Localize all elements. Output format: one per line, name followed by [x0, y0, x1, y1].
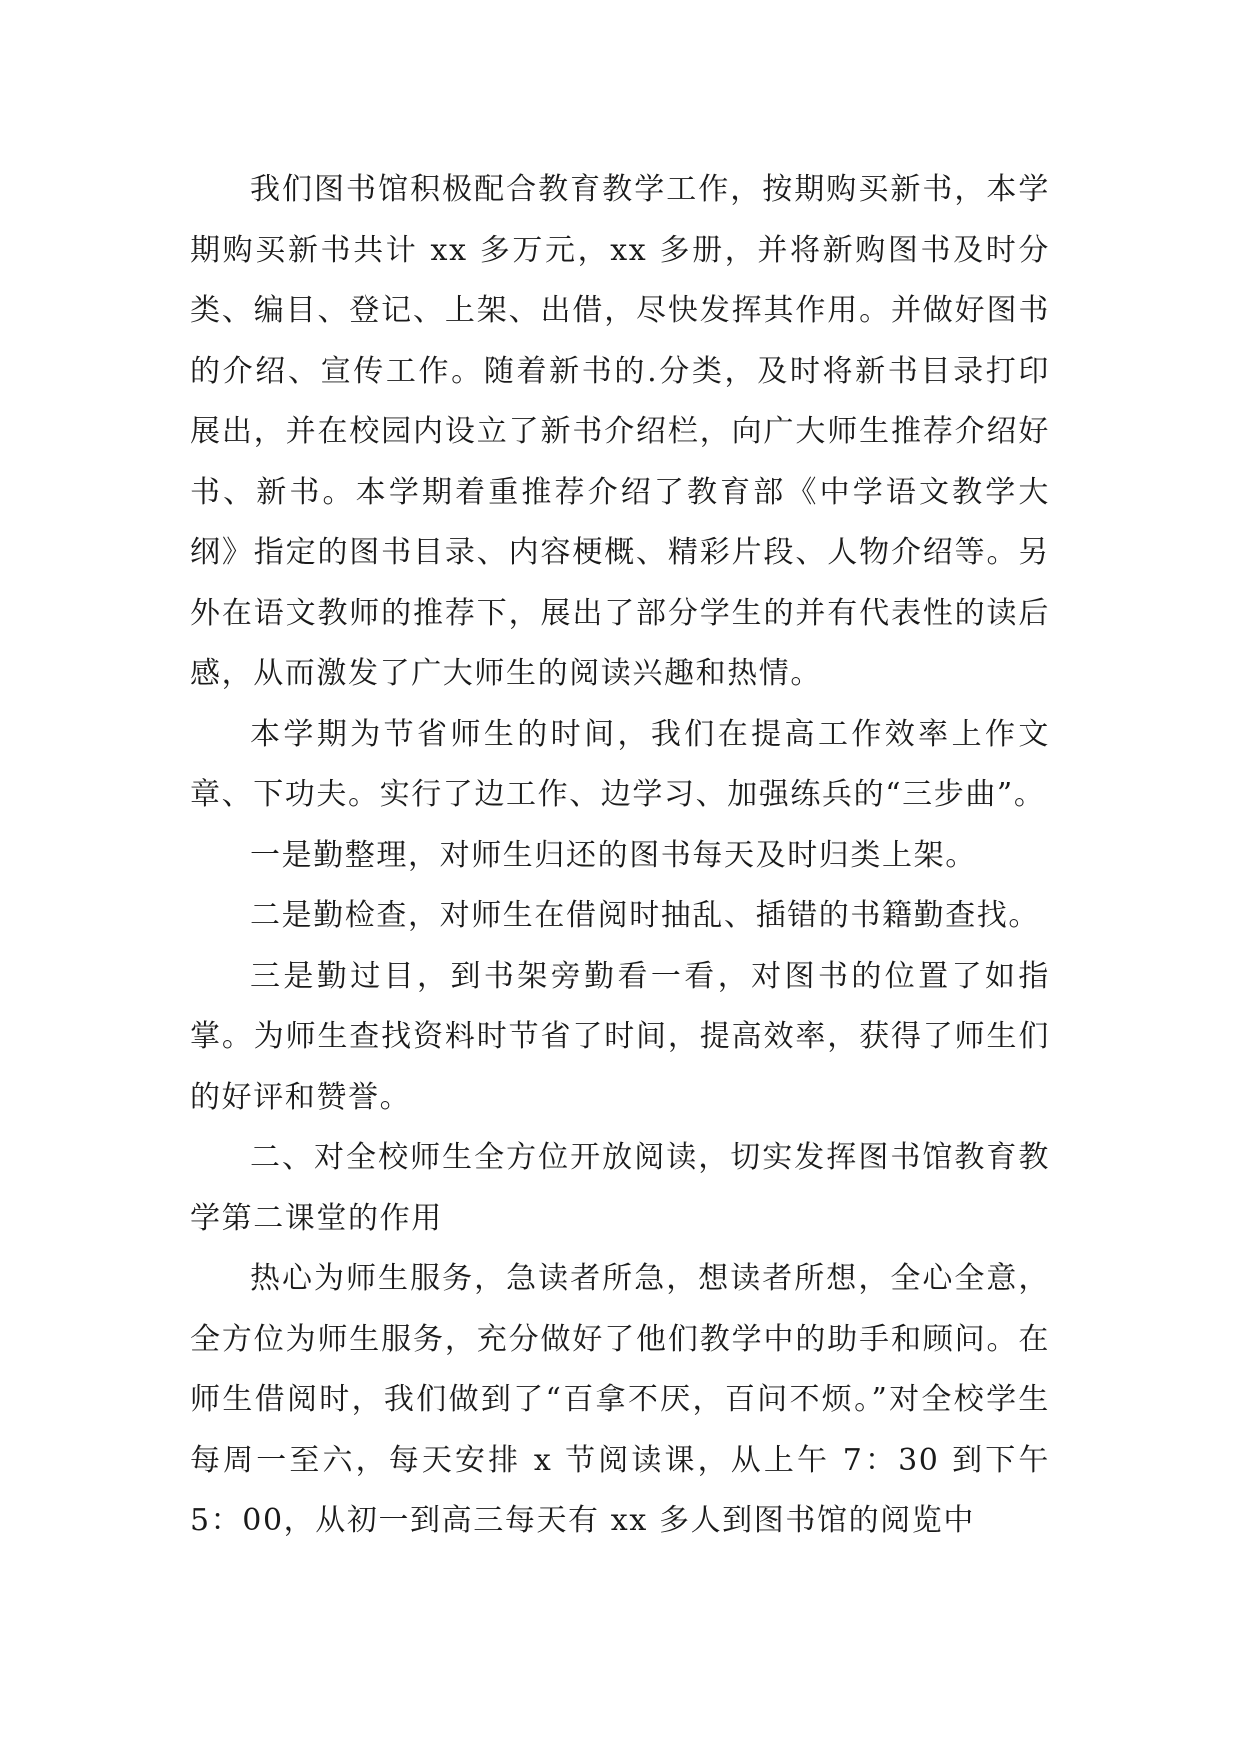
section-heading-two: 二、对全校师生全方位开放阅读，切实发挥图书馆教育教学第二课堂的作用: [190, 1140, 1050, 1236]
paragraph-new-books: 我们图书馆积极配合教育教学工作，按期购买新书，本学期购买新书共计 xx 多万元，xx 多册，并将新购图书及时分类、编目、登记、上架、出借，尽快发挥其作用。并做好图书的介绍、宣传工作。随着新书的.分类，及时将新书目录打印展出，并在校园内设立了新书介绍栏，向广大师生推荐介绍好书、新书。本学期着重推荐介绍了教育部《中学语文教学大纲》指定的图书目录、内容梗概、精彩片段、人物介绍等。另外在语文教师的推荐下，展出了部分学生的并有代表性的读后感，从而激发了广大师生的阅读兴趣和热情。: [190, 172, 1050, 691]
paragraph-step-three: 三是勤过目，到书架旁勤看一看，对图书的位置了如指掌。为师生查找资料时节省了时间，提高效率，获得了师生们的好评和赞誉。: [190, 958, 1050, 1115]
paragraph-step-two: 二是勤检查，对师生在借阅时抽乱、插错的书籍勤查找。: [250, 898, 1040, 933]
paragraph-step-one: 一是勤整理，对师生归还的图书每天及时归类上架。: [250, 837, 977, 873]
document-body: [190, 160, 1050, 1552]
paragraph-service: 热心为师生服务，急读者所急，想读者所想，全心全意，全方位为师生服务，充分做好了他们教学中的助手和顾问。在师生借阅时，我们做到了“百拿不厌，百问不烦。”对全校学生每周一至六，每天安排 x 节阅读课，从上午 7：30 到下午 5：00，从初一到高三每天有 xx 多人到图书馆的阅览中: [190, 1261, 1050, 1538]
paragraph-efficiency: 本学期为节省师生的时间，我们在提高工作效率上作文章、下功夫。实行了边工作、边学习、加强练兵的“三步曲”。: [190, 716, 1050, 812]
